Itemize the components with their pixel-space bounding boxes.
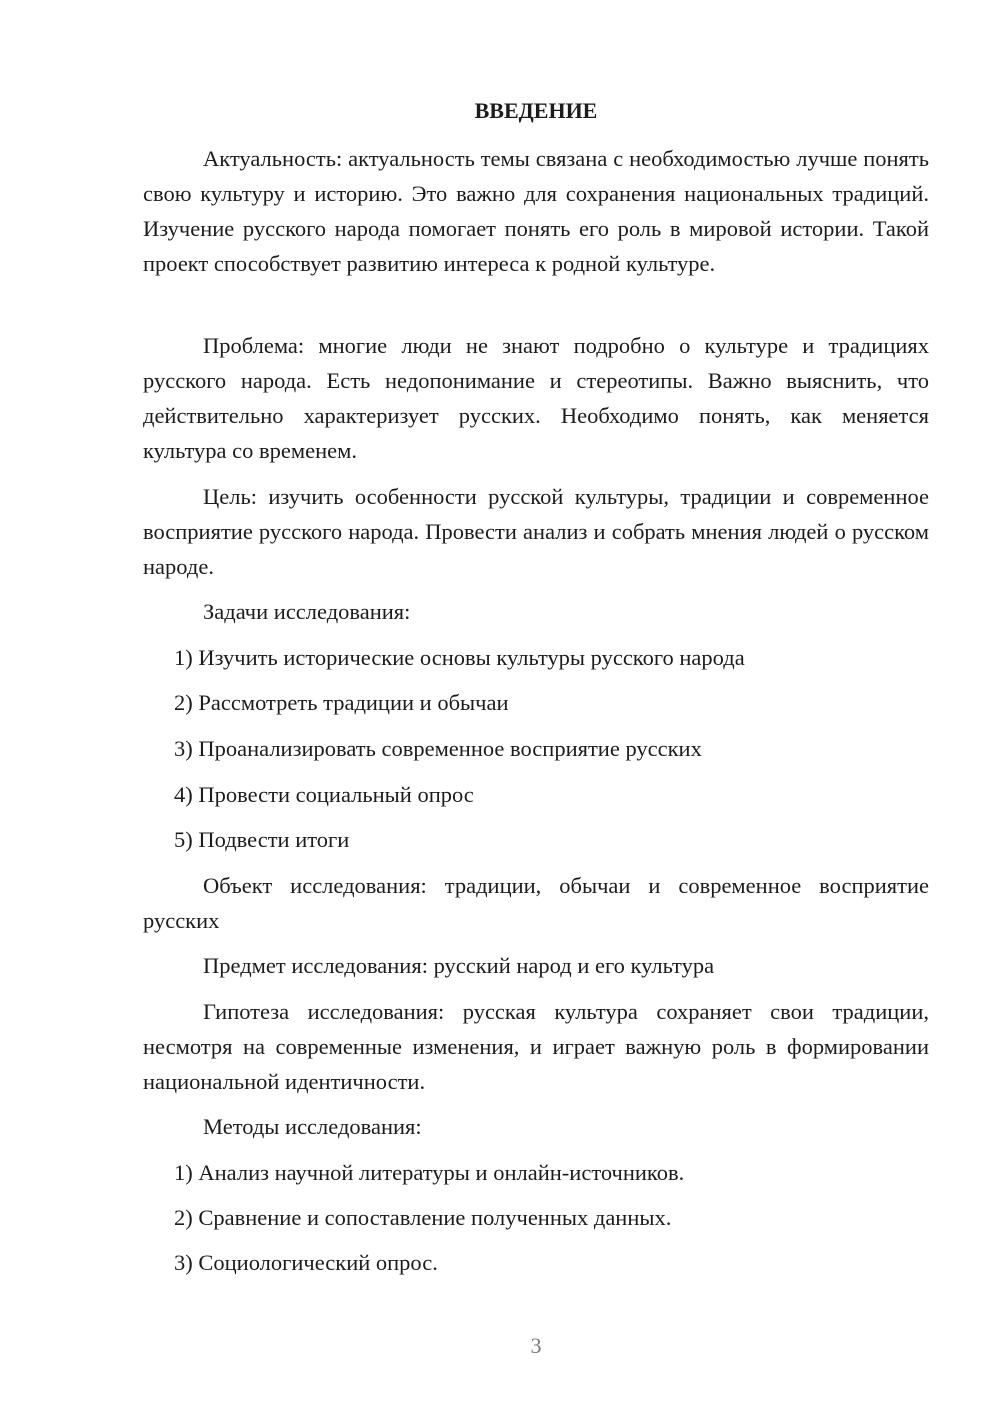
tasks-heading: Задачи исследования: [203, 599, 411, 624]
hypothesis-paragraph: Гипотеза исследования: русская культура сохраняет свои традиции, несмотря на современные изменения, и играет важную роль в формировании национальной идентичности. [143, 999, 929, 1094]
list-item: 3) Проанализировать современное восприятие русских [174, 736, 702, 761]
relevance-paragraph: Актуальность: актуальность темы связана с необходимостью лучше понять свою культуру и историю. Это важно для сохранения национальных традиций. Изучение русского народа помогает понять его роль в мировой истории. Такой проект способствует развитию интереса к родной культуре. [143, 146, 929, 276]
list-item: 4) Провести социальный опрос [174, 782, 474, 807]
list-item: 1) Изучить исторические основы культуры русского народа [174, 645, 745, 670]
subject-paragraph: Предмет исследования: русский народ и его культура [203, 953, 715, 978]
list-item: 2) Рассмотреть традиции и обычаи [174, 690, 509, 715]
list-item: 1) Анализ научной литературы и онлайн-источников. [174, 1160, 685, 1185]
problem-paragraph: Проблема: многие люди не знают подробно о культуре и традициях русского народа. Есть недопонимание и стереотипы. Важно выяснить, что действительно характеризует русских. Необходимо понять, как меняется культура со временем. [143, 333, 929, 463]
object-paragraph: Объект исследования: традиции, обычаи и современное восприятие русских [143, 873, 929, 933]
methods-heading: Методы исследования: [203, 1114, 422, 1139]
list-item: 3) Социологический опрос. [174, 1250, 438, 1275]
list-item: 5) Подвести итоги [174, 827, 350, 852]
section-title: ВВЕДЕНИЕ [474, 98, 598, 123]
goal-paragraph: Цель: изучить особенности русской культуры, традиции и современное восприятие русского народа. Провести анализ и собрать мнения людей о русском народе. [143, 484, 929, 579]
page-number: 3 [530, 1333, 542, 1358]
list-item: 2) Сравнение и сопоставление полученных данных. [174, 1205, 672, 1230]
